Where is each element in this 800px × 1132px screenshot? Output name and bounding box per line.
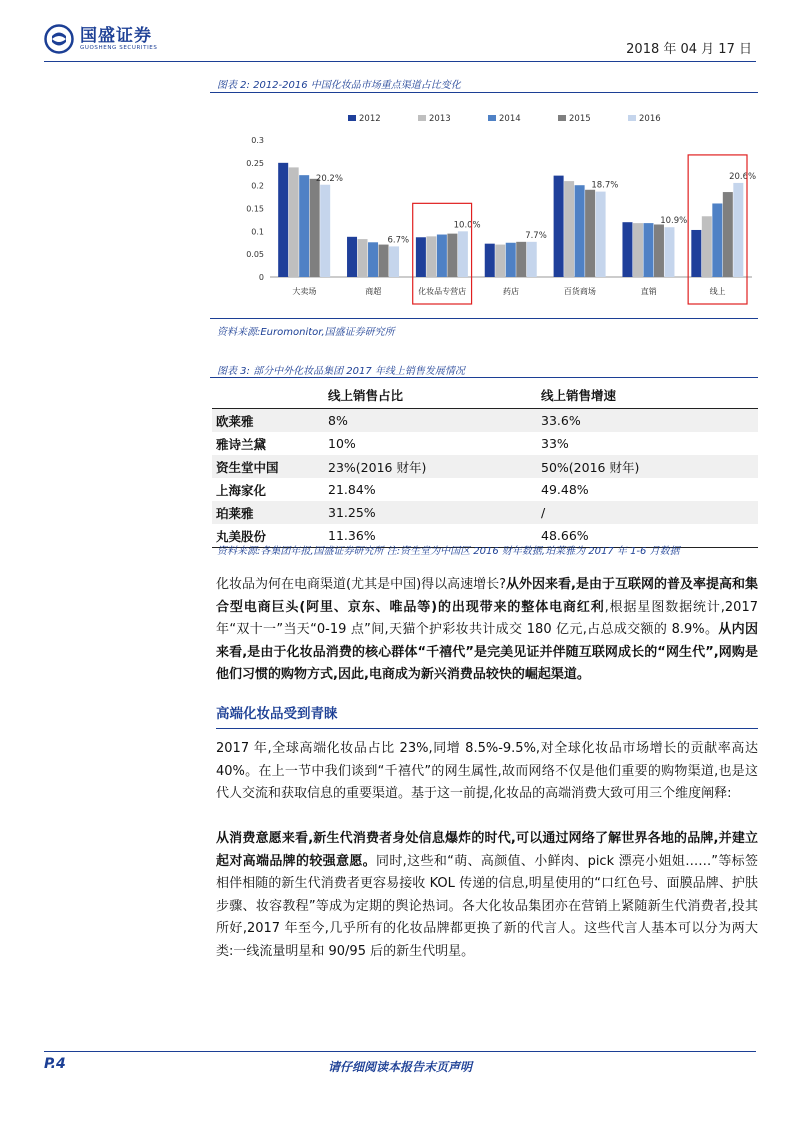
figure2-caption-rule xyxy=(210,92,758,93)
legend-swatch-2012 xyxy=(348,115,356,121)
share-cell: 8% xyxy=(324,409,537,433)
bar-2013-3 xyxy=(495,245,505,277)
data-label: 10.0% xyxy=(453,220,481,231)
report-date: 2018 年 04 月 17 日 xyxy=(626,42,752,57)
section-heading: 高端化妆品受到青睐 xyxy=(216,706,338,722)
disclaimer-note: 请仔细阅读本报告末页声明 xyxy=(327,1060,472,1074)
legend-label-2015: 2015 xyxy=(569,114,591,124)
bar-2013-6 xyxy=(702,216,712,277)
company-cell: 上海家化 xyxy=(216,482,267,498)
para1-intro: 化妆品为何在电商渠道(尤其是中国)得以高速增长? xyxy=(216,577,507,592)
growth-cell: 33% xyxy=(541,436,569,451)
bar-2014-6 xyxy=(712,203,722,277)
figure3-source: 资料来源:各集团年报,国盛证券研究所 注:资生堂为中国区 2016 财年数据,珀莱雅为 2017 年 1-6 月数据 xyxy=(217,546,680,557)
table-row xyxy=(212,432,758,455)
figure2-source: 资料来源:Euromonitor,国盛证券研究所 xyxy=(217,327,395,338)
figure2-caption: 图表 2: 2012-2016 中国化妆品市场重点渠道占比变化 xyxy=(217,80,461,91)
figure2-bottom-rule xyxy=(210,318,758,319)
table-header-share: 线上销售占比 xyxy=(324,382,537,409)
share-cell: 23%(2016 财年) xyxy=(324,455,537,478)
data-label: 10.9% xyxy=(660,216,688,227)
company-cell: 雅诗兰黛 xyxy=(216,436,267,452)
paragraph-high-end: 2017 年,全球高端化妆品占比 23%,同增 8.5%-9.5%,对全球化妆品市场增长的贡献率高达 40%。在上一节中我们谈到“千禧代”的网生属性,故而网络不仅是他们重要的购物渠道,也是这代人交流和获取信息的重要渠道。基于这一前提,化妆品的高端消费大致可用三个维度阐释: xyxy=(216,741,758,801)
bar-2013-4 xyxy=(564,181,574,277)
bar-2016-4 xyxy=(596,192,606,277)
bar-2015-4 xyxy=(585,190,595,277)
bar-2014-0 xyxy=(299,175,309,277)
bar-2013-0 xyxy=(289,167,299,277)
bar-2012-1 xyxy=(347,237,357,277)
bar-2016-0 xyxy=(320,185,330,277)
category-label: 商超 xyxy=(365,287,382,296)
bar-2012-4 xyxy=(554,176,564,277)
bar-2013-5 xyxy=(633,223,643,277)
online-sales-table xyxy=(212,382,758,548)
y-tick-label: 0.3 xyxy=(251,136,264,145)
company-cell: 欧莱雅 xyxy=(212,409,324,433)
legend-swatch-2016 xyxy=(628,115,636,121)
bar-2014-5 xyxy=(643,223,653,277)
legend-swatch-2015 xyxy=(558,115,566,121)
bar-2014-4 xyxy=(575,185,585,277)
logo-name: 国盛证券 xyxy=(80,26,152,46)
y-tick-label: 0.1 xyxy=(251,227,264,237)
bar-2014-1 xyxy=(368,242,378,277)
growth-cell: 48.66% xyxy=(537,524,758,548)
paragraph-willingness xyxy=(216,828,758,963)
bar-2014-2 xyxy=(437,235,447,277)
category-label: 药店 xyxy=(503,287,519,296)
para1-stats: ,根据星图数据统计,2017 年“双十一”当天“0-19 点”间,天猫个护彩妆共计成交 180 亿元,占总成交额的 8.9%。 xyxy=(216,599,758,637)
legend-swatch-2013 xyxy=(418,115,426,121)
bar-2012-0 xyxy=(278,163,288,277)
company-logo xyxy=(44,24,157,54)
category-label: 线上 xyxy=(709,287,726,296)
legend-label-2012: 2012 xyxy=(359,114,381,124)
growth-cell: 33.6% xyxy=(537,409,758,433)
share-cell: 11.36% xyxy=(324,524,537,548)
bar-2012-3 xyxy=(485,244,495,277)
legend-label-2013: 2013 xyxy=(429,114,451,124)
share-cell: 21.84% xyxy=(328,482,376,497)
paragraph-ecommerce xyxy=(216,574,758,687)
figure3-caption-rule xyxy=(210,377,758,378)
figure3-caption: 图表 3: 部分中外化妆品集团 2017 年线上销售发展情况 xyxy=(217,366,465,377)
growth-cell: / xyxy=(537,501,758,524)
y-tick-label: 0.15 xyxy=(246,204,264,214)
category-label: 百货商场 xyxy=(563,287,596,296)
y-tick-label: 0.2 xyxy=(251,181,264,191)
legend-label-2014: 2014 xyxy=(499,114,521,124)
bar-2016-3 xyxy=(527,242,537,277)
bar-2015-5 xyxy=(654,224,664,277)
para3-body: 同时,这些和“萌、高颜值、小鲜肉、pick 漂亮小姐姐……”等标签相伴相随的新生代消费者更容易接收 KOL 传递的信息,明星使用的“口红色号、面膜品牌、护肤步骤、妆容教程”等成为定期的舆论热词。各大化妆品集团亦在营销上紧随新生代消费者,投其所好,2017 年至今,几乎所有的化妆品牌都更换了新的代言人。这些代言人基本可以分为两大类:一线流量明星和 90/95 后的新生代明星。 xyxy=(216,853,758,959)
bar-2013-2 xyxy=(426,236,436,277)
growth-cell: 49.48% xyxy=(541,482,589,497)
footer-divider xyxy=(44,1051,756,1052)
bar-2014-3 xyxy=(506,243,516,277)
table-row xyxy=(212,409,758,433)
category-label: 大卖场 xyxy=(292,287,317,296)
bar-2015-3 xyxy=(516,242,526,277)
table-row xyxy=(212,455,758,478)
table-header-growth: 线上销售增速 xyxy=(537,382,758,409)
bar-2016-5 xyxy=(664,227,674,277)
para1-internal-factor: 从内因来看,是由于化妆品消费的核心群体“千禧代”是完美见证并伴随互联网成长的“网生代”,网购是他们习惯的购物方式,因此,电商成为新兴消费品较快的崛起渠道。 xyxy=(216,622,758,682)
y-tick-label: 0.05 xyxy=(246,250,264,260)
data-label: 7.7% xyxy=(525,230,547,241)
table-header-company xyxy=(212,382,324,409)
growth-cell: 50%(2016 财年) xyxy=(537,455,758,478)
data-label: 20.2% xyxy=(315,173,343,184)
section-divider xyxy=(216,728,758,729)
data-label: 6.7% xyxy=(387,235,410,246)
bar-2012-2 xyxy=(416,237,426,277)
bar-2016-2 xyxy=(458,231,468,277)
share-cell: 10% xyxy=(328,436,356,451)
para3-lead: 从消费意愿来看,新生代消费者身处信息爆炸的时代,可以通过网络了解世界各地的品牌,并建立起对高端品牌的较强意愿。 xyxy=(216,831,758,869)
bar-2015-6 xyxy=(723,192,733,277)
table-row xyxy=(212,478,758,501)
channel-share-chart xyxy=(210,100,758,310)
bar-2015-1 xyxy=(379,245,389,277)
bar-2016-1 xyxy=(389,246,399,277)
page-number: P.4 xyxy=(44,1056,66,1072)
para1-external-factor: 从外因来看,是由于互联网的普及率提高和集合型电商巨头(阿里、京东、唯品等)的出现带来的整体电商红利 xyxy=(216,577,758,615)
table-header-row xyxy=(212,382,758,409)
logo-english: GUOSHENG SECURITIES xyxy=(80,45,158,51)
bar-2015-0 xyxy=(310,179,320,277)
bar-2012-6 xyxy=(691,230,701,277)
legend-label-2016: 2016 xyxy=(639,114,661,124)
company-cell: 资生堂中国 xyxy=(212,455,324,478)
company-cell: 丸美股份 xyxy=(212,524,324,548)
data-label: 20.6% xyxy=(729,171,757,182)
data-label: 18.7% xyxy=(591,180,619,191)
bar-2016-6 xyxy=(733,183,743,277)
guosheng-logo-icon xyxy=(44,24,74,54)
y-tick-label: 0 xyxy=(258,273,264,282)
bar-2012-5 xyxy=(622,222,632,277)
company-cell: 珀莱雅 xyxy=(212,501,324,524)
header-divider xyxy=(44,61,756,62)
y-tick-label: 0.25 xyxy=(246,158,264,168)
bar-2015-2 xyxy=(447,234,457,277)
table-row xyxy=(212,501,758,524)
bar-2013-1 xyxy=(358,239,368,277)
category-label: 化妆品专营店 xyxy=(418,287,467,296)
legend-swatch-2014 xyxy=(488,115,496,121)
share-cell: 31.25% xyxy=(324,501,537,524)
category-label: 直销 xyxy=(640,287,657,296)
